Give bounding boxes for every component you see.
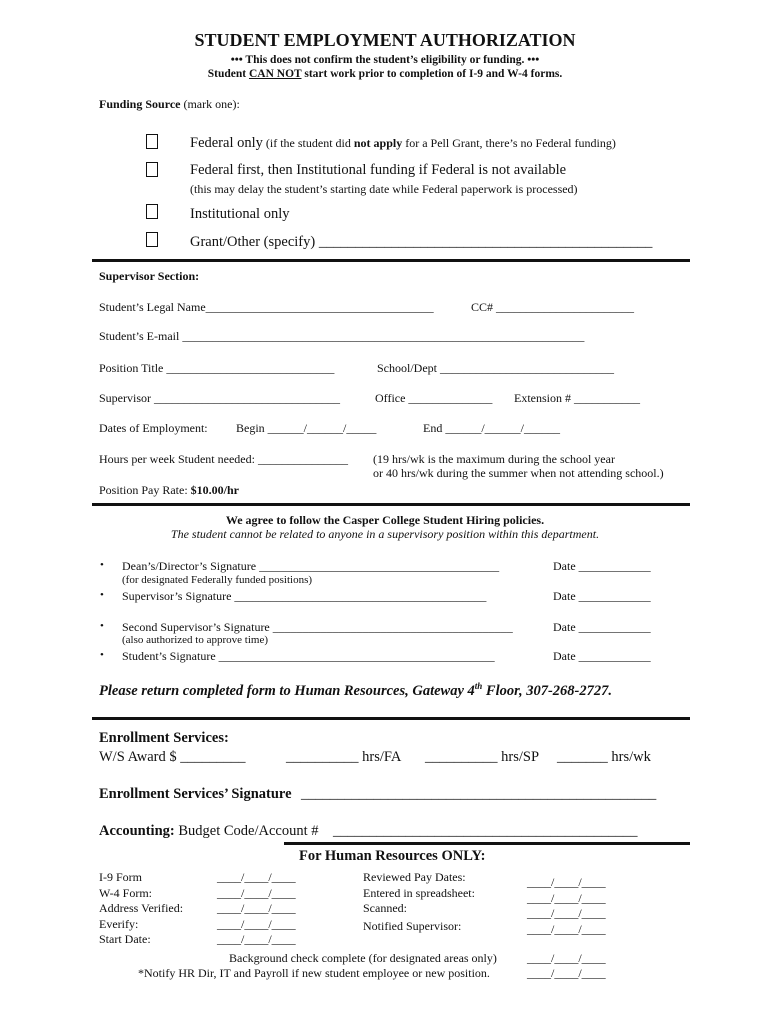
supervisor-date-field[interactable]: Date ____________ bbox=[553, 589, 651, 603]
supervisor-signature-field[interactable]: Supervisor’s Signature __________________________________________ bbox=[122, 589, 487, 603]
position-title-field[interactable]: Position Title ____________________________ bbox=[99, 361, 335, 375]
w4-date-field[interactable]: ____/____/____ bbox=[217, 885, 296, 900]
enrollment-heading: Enrollment Services: bbox=[99, 730, 229, 746]
begin-date-field[interactable]: Begin ______/______/_____ bbox=[236, 421, 377, 435]
i9-label: I-9 Form bbox=[99, 870, 142, 884]
hrs-wk-field[interactable]: _______ hrs/wk bbox=[557, 749, 651, 765]
hr-left-labels bbox=[99, 870, 183, 948]
hours-note-2: or 40 hrs/wk during the summer when not attending school.) bbox=[373, 466, 664, 480]
return-instructions: Please return completed form to Human Resources, Gateway 4th Floor, 307-268-2727. bbox=[99, 681, 612, 699]
option-federal-first-note: (this may delay the student’s starting date while Federal paperwork is processed) bbox=[190, 182, 578, 196]
background-check-field[interactable]: ____/____/____ bbox=[527, 951, 606, 965]
eligibility-notice: ••• This does not confirm the student’s eligibility or funding. ••• bbox=[230, 54, 540, 66]
checkbox-grant-other[interactable] bbox=[146, 232, 158, 247]
option-grant-other[interactable]: Grant/Other (specify) ______________________________________________ bbox=[190, 234, 653, 250]
enrollment-signature-label: Enrollment Services’ Signature bbox=[99, 786, 292, 802]
everify-label: Everify: bbox=[99, 916, 139, 931]
supervisor-field[interactable]: Supervisor _______________________________ bbox=[99, 391, 340, 405]
second-supervisor-date-field[interactable]: Date ____________ bbox=[553, 620, 651, 634]
accounting-label: Accounting: Budget Code/Account # bbox=[99, 823, 319, 839]
budget-code-field[interactable]: __________________________________________ bbox=[333, 823, 638, 839]
extension-field[interactable]: Extension # ___________ bbox=[514, 391, 640, 405]
bullet-icon: • bbox=[100, 620, 104, 632]
relation-notice: The student cannot be related to anyone in a supervisory position within this department. bbox=[170, 527, 600, 541]
option-institutional: Institutional only bbox=[190, 206, 290, 222]
funding-source-label: Funding Source (mark one): bbox=[99, 97, 240, 111]
background-check-label: Background check complete (for designated areas only) bbox=[229, 951, 497, 965]
bullet-icon: • bbox=[100, 649, 104, 661]
notified-supervisor-label: Notified Supervisor: bbox=[363, 918, 462, 933]
hrs-sp-field[interactable]: __________ hrs/SP bbox=[425, 749, 540, 765]
scanned-label: Scanned: bbox=[363, 901, 407, 915]
checkbox-institutional[interactable] bbox=[146, 204, 158, 219]
notify-hr-note: *Notify HR Dir, IT and Payroll if new student employee or new position. bbox=[138, 966, 490, 980]
notify-hr-field[interactable]: ____/____/____ bbox=[527, 966, 606, 980]
enrollment-signature-field[interactable]: _________________________________________________ bbox=[301, 786, 657, 802]
checkbox-federal-only[interactable] bbox=[146, 134, 158, 149]
scanned-field[interactable]: ____/____/____ bbox=[527, 906, 606, 920]
section-divider bbox=[92, 503, 690, 506]
end-date-field[interactable]: End ______/______/______ bbox=[423, 421, 560, 435]
email-field[interactable]: Student’s E-mail ___________________________________________________________________ bbox=[99, 329, 585, 343]
hrs-fa-field[interactable]: __________ hrs/FA bbox=[286, 749, 402, 765]
reviewed-pay-dates-field[interactable]: ____/____/____ bbox=[527, 875, 606, 889]
entered-spreadsheet-label: Entered in spreadsheet: bbox=[363, 885, 475, 900]
option-federal-first: Federal first, then Institutional funding if Federal is not available bbox=[190, 162, 567, 178]
dean-date-field[interactable]: Date ____________ bbox=[553, 559, 651, 573]
address-verified-date-field[interactable]: ____/____/____ bbox=[217, 901, 296, 915]
dean-signature-note: (for designated Federally funded positions) bbox=[122, 574, 313, 586]
section-divider bbox=[92, 259, 690, 262]
hr-left-values bbox=[217, 870, 296, 948]
reviewed-pay-dates-label: Reviewed Pay Dates: bbox=[363, 870, 466, 884]
option-federal-only: Federal only (if the student did not apply for a Pell Grant, there’s no Federal funding) bbox=[190, 135, 616, 151]
checkbox-federal-first[interactable] bbox=[146, 162, 158, 177]
supervisor-section-heading: Supervisor Section: bbox=[99, 269, 200, 283]
ws-award-field[interactable]: W/S Award $ _________ bbox=[99, 749, 246, 765]
w4-label: W-4 Form: bbox=[99, 885, 152, 900]
hours-field[interactable]: Hours per week Student needed: _______________ bbox=[99, 452, 348, 466]
i9-date-field[interactable]: ____/____/____ bbox=[217, 870, 296, 884]
office-field[interactable]: Office ______________ bbox=[375, 391, 493, 405]
second-supervisor-note: (also authorized to approve time) bbox=[122, 634, 269, 646]
hr-right-values bbox=[527, 875, 606, 937]
school-dept-field[interactable]: School/Dept _____________________________ bbox=[377, 361, 614, 375]
dates-label: Dates of Employment: bbox=[99, 421, 208, 435]
policy-agreement: We agree to follow the Casper College Student Hiring policies. bbox=[225, 513, 545, 527]
section-divider bbox=[284, 842, 690, 845]
pay-rate: Position Pay Rate: $10.00/hr bbox=[99, 483, 240, 497]
bullet-icon: • bbox=[100, 559, 104, 571]
start-date-field[interactable]: ____/____/____ bbox=[217, 932, 296, 946]
student-signature-field[interactable]: Student’s Signature ______________________________________________ bbox=[122, 649, 495, 663]
entered-spreadsheet-field[interactable]: ____/____/____ bbox=[527, 890, 606, 905]
bullet-icon: • bbox=[100, 589, 104, 601]
hours-note-1: (19 hrs/wk is the maximum during the school year bbox=[373, 452, 615, 466]
cc-field[interactable]: CC# _______________________ bbox=[471, 300, 635, 314]
everify-date-field[interactable]: ____/____/____ bbox=[217, 916, 296, 931]
dean-signature-field[interactable]: Dean’s/Director’s Signature ________________________________________ bbox=[122, 559, 500, 573]
forms-notice: Student CAN NOT start work prior to completion of I-9 and W-4 forms. bbox=[207, 68, 563, 80]
student-date-field[interactable]: Date ____________ bbox=[553, 649, 651, 663]
address-verified-label: Address Verified: bbox=[99, 901, 184, 915]
start-date-label: Start Date: bbox=[99, 932, 151, 946]
legal-name-field[interactable]: Student’s Legal Name______________________________________ bbox=[99, 300, 434, 314]
form-title: STUDENT EMPLOYMENT AUTHORIZATION bbox=[194, 30, 576, 50]
second-supervisor-signature-field[interactable]: Second Supervisor’s Signature ________________________________________ bbox=[122, 620, 513, 634]
hr-right-labels bbox=[363, 870, 475, 934]
notified-supervisor-field[interactable]: ____/____/____ bbox=[527, 921, 606, 936]
section-divider bbox=[92, 717, 690, 720]
hr-only-heading: For Human Resources ONLY: bbox=[299, 848, 486, 864]
